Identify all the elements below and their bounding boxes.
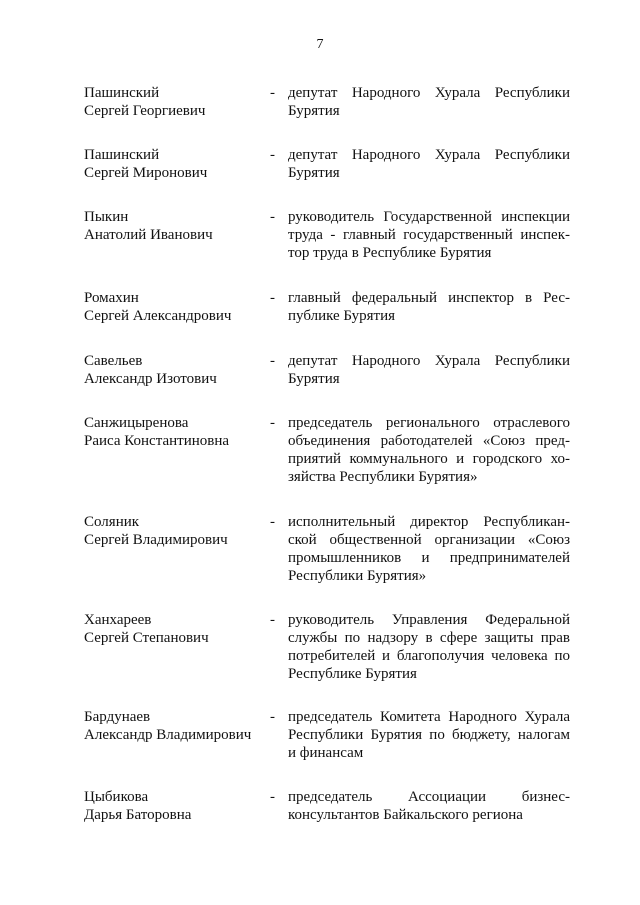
person-name (84, 84, 264, 120)
description-line: промышленников и предпринимателей (288, 550, 570, 566)
person-name (84, 788, 264, 824)
description-line: руководитель Государственной инспекции (288, 209, 570, 225)
description-line: председатель Ассоциации бизнес- (288, 789, 570, 805)
description-line: Бурятия (288, 371, 340, 387)
description-line: депутат Народного Хурала Республики (288, 147, 570, 163)
description-line: Республики Бурятия» (288, 568, 427, 584)
separator-dash: - (270, 209, 275, 225)
surname: Пашинский (84, 85, 160, 101)
description-line: Республики Бурятия по бюджету, налогам (288, 727, 570, 743)
person-name (84, 513, 264, 549)
person-name (84, 289, 264, 325)
separator-dash: - (270, 789, 275, 805)
surname: Цыбикова (84, 789, 149, 805)
given-name: Анатолий Иванович (84, 227, 213, 243)
description-line: тор труда в Республике Бурятия (288, 245, 492, 261)
description-line: депутат Народного Хурала Республики (288, 353, 570, 369)
person-name (84, 414, 264, 450)
position-description (288, 788, 570, 824)
person-name (84, 146, 264, 182)
page-number: 7 (316, 37, 324, 52)
description-line: Бурятия (288, 103, 340, 119)
separator-dash: - (270, 290, 275, 306)
description-line: зяйства Республики Бурятия» (288, 469, 478, 485)
surname: Бардунаев (84, 709, 151, 725)
description-line: председатель регионального отраслевого (288, 415, 570, 431)
given-name: Сергей Георгиевич (84, 103, 206, 119)
separator-dash: - (270, 415, 275, 431)
surname: Соляник (84, 514, 140, 530)
position-description (288, 414, 570, 486)
given-name: Сергей Александрович (84, 308, 232, 324)
separator-dash: - (270, 709, 275, 725)
person-name (84, 611, 264, 647)
given-name: Дарья Баторовна (84, 807, 192, 823)
description-line: публике Бурятия (288, 308, 396, 324)
given-name: Раиса Константиновна (84, 433, 230, 449)
description-line: приятий коммунального и городского хо- (288, 451, 570, 467)
description-line: руководитель Управления Федеральной (288, 612, 570, 628)
separator-dash: - (270, 612, 275, 628)
position-description (288, 708, 570, 762)
description-line: председатель Комитета Народного Хурала (288, 709, 570, 725)
person-name (84, 708, 264, 744)
description-line: объединения работодателей «Союз пред- (288, 433, 570, 449)
position-description (288, 352, 570, 388)
separator-dash: - (270, 85, 275, 101)
given-name: Сергей Степанович (84, 630, 209, 646)
given-name: Сергей Миронович (84, 165, 208, 181)
position-description (288, 84, 570, 120)
surname: Савельев (84, 353, 143, 369)
position-description (288, 513, 570, 585)
given-name: Сергей Владимирович (84, 532, 228, 548)
description-line: Республике Бурятия (288, 666, 417, 682)
description-line: исполнительный директор Республикан- (288, 514, 570, 530)
surname: Пыкин (84, 209, 129, 225)
surname: Ханхареев (84, 612, 152, 628)
given-name: Александр Владимирович (84, 727, 252, 743)
description-line: ской общественной организации «Союз (288, 532, 570, 548)
person-name (84, 208, 264, 244)
person-name (84, 352, 264, 388)
given-name: Александр Изотович (84, 371, 217, 387)
position-description (288, 146, 570, 182)
surname: Санжицыренова (84, 415, 189, 431)
description-line: консультантов Байкальского региона (288, 807, 523, 823)
description-line: службы по надзору в сфере защиты прав (288, 630, 570, 646)
surname: Ромахин (84, 290, 139, 306)
position-description (288, 289, 570, 325)
separator-dash: - (270, 514, 275, 530)
separator-dash: - (270, 147, 275, 163)
description-line: потребителей и благополучия человека по (288, 648, 570, 664)
description-line: Бурятия (288, 165, 340, 181)
surname: Пашинский (84, 147, 160, 163)
description-line: депутат Народного Хурала Республики (288, 85, 570, 101)
position-description (288, 208, 570, 262)
description-line: и финансам (288, 745, 364, 761)
position-description (288, 611, 570, 683)
description-line: труда - главный государственный инспек- (288, 227, 570, 243)
separator-dash: - (270, 353, 275, 369)
description-line: главный федеральный инспектор в Рес- (288, 290, 570, 306)
